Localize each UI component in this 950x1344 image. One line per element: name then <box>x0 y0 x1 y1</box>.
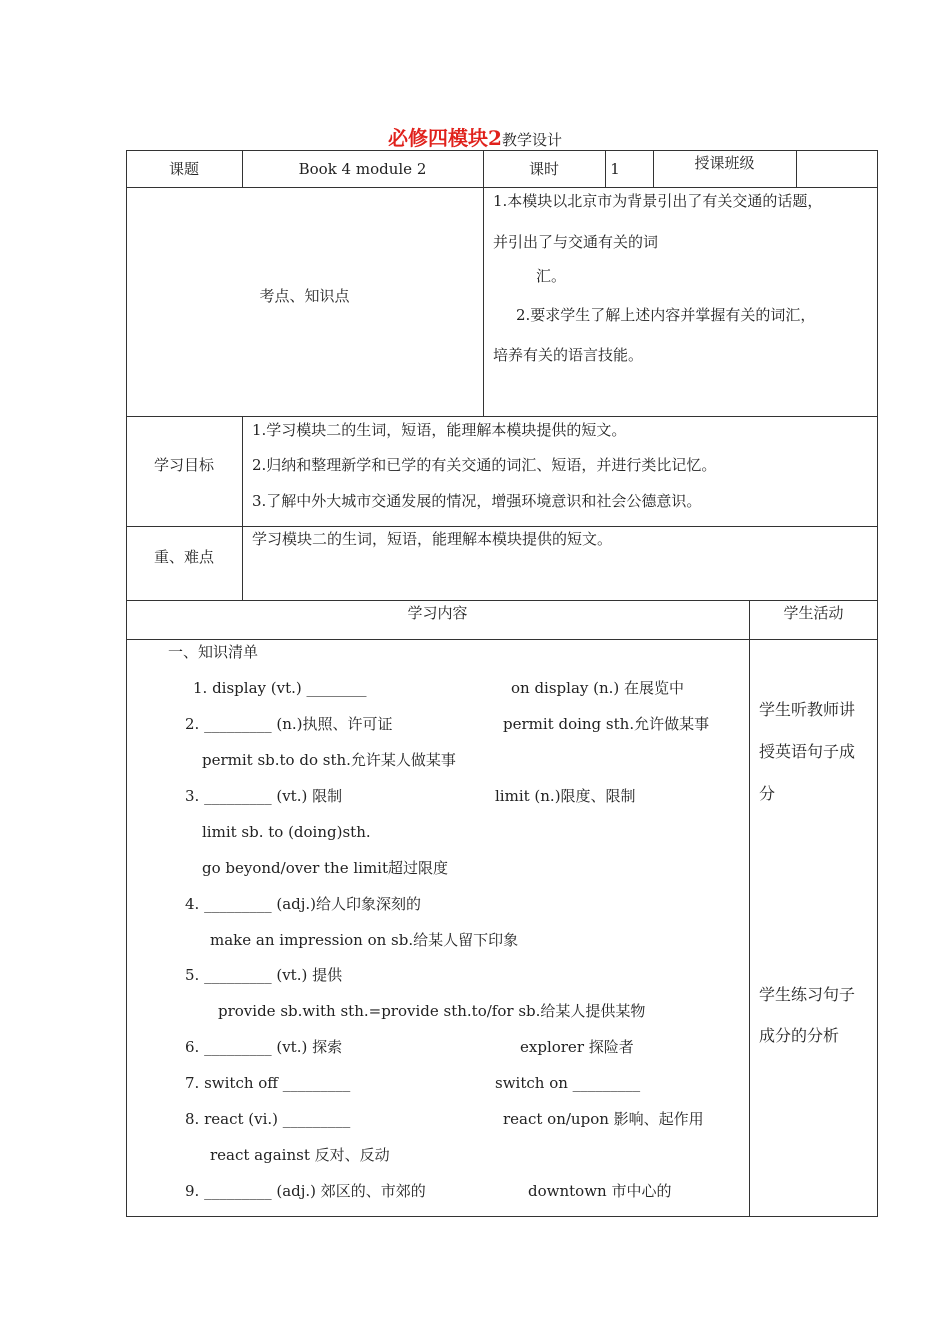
row-divider <box>126 526 878 527</box>
knowledge-line-right: explorer 探险者 <box>520 1038 634 1056</box>
period-value: 1 <box>610 160 620 178</box>
knowledge-line: 7. switch off _________ <box>185 1074 351 1092</box>
knowledge-line: provide sb.with sth.=provide sth.to/for sb.给某人提供某物 <box>218 1002 646 1020</box>
goals-label: 学习目标 <box>153 456 214 474</box>
knowledge-line: 3. _________ (vt.) 限制 <box>185 787 343 805</box>
row-divider <box>126 639 878 640</box>
knowledge-line: go beyond/over the limit超过限度 <box>202 859 448 877</box>
knowledge-line: permit sb.to do sth.允许某人做某事 <box>202 751 456 769</box>
knowledge-line: 9. _________ (adj.) 郊区的、市郊的 <box>185 1182 426 1200</box>
knowledge-line: 6. _________ (vt.) 探索 <box>185 1038 343 1056</box>
class-label: 授课班级 <box>694 154 755 172</box>
row-divider <box>126 187 878 188</box>
row-divider <box>126 416 878 417</box>
points-line: 1.本模块以北京市为背景引出了有关交通的话题， <box>493 192 823 210</box>
col-divider <box>796 150 797 187</box>
goal-item: 2.归纳和整理新学和已学的有关交通的词汇、短语，并进行类比记忆。 <box>252 456 717 474</box>
knowledge-line-right: switch on _________ <box>495 1074 641 1092</box>
knowledge-line-right: limit (n.)限度、限制 <box>495 787 636 805</box>
knowledge-line-right: permit doing sth.允许做某事 <box>503 715 710 733</box>
knowledge-line: 5. _________ (vt.) 提供 <box>185 966 343 984</box>
title-suffix: 教学设计 <box>501 131 562 149</box>
col-divider <box>749 600 750 1217</box>
col-divider <box>242 416 243 600</box>
activity-line: 分 <box>759 784 776 803</box>
knowledge-line-right: on display (n.) 在展览中 <box>511 679 685 697</box>
topic-label: 课题 <box>168 160 199 178</box>
activity-line: 授英语句子成 <box>759 742 856 761</box>
activity-line: 学生练习句子 <box>759 985 856 1004</box>
topic-value: Book 4 module 2 <box>298 160 427 178</box>
knowledge-line: 4. _________ (adj.)给人印象深刻的 <box>185 895 422 913</box>
row-divider <box>126 600 878 601</box>
knowledge-line: 2. _________ (n.)执照、许可证 <box>185 715 393 733</box>
activity-header: 学生活动 <box>783 604 844 622</box>
points-line: 培养有关的语言技能。 <box>493 346 644 364</box>
points-line: 并引出了与交通有关的词 <box>493 233 659 251</box>
period-label: 课时 <box>528 160 559 178</box>
points-line: 汇。 <box>536 267 567 285</box>
knowledge-line: 1. display (vt.) ________ <box>193 679 367 697</box>
key-text: 学习模块二的生词，短语，能理解本模块提供的短文。 <box>252 530 613 548</box>
key-label: 重、难点 <box>153 548 214 566</box>
knowledge-line: react against 反对、反动 <box>210 1146 390 1164</box>
knowledge-line: 8. react (vi.) _________ <box>185 1110 351 1128</box>
activity-line: 学生听教师讲 <box>759 700 856 719</box>
knowledge-line-right: react on/upon 影响、起作用 <box>503 1110 704 1128</box>
knowledge-line-right: downtown 市中心的 <box>528 1182 672 1200</box>
goal-item: 3.了解中外大城市交通发展的情况，增强环境意识和社会公德意识。 <box>252 492 702 510</box>
activity-line: 成分的分析 <box>759 1026 840 1045</box>
document-title <box>0 122 950 151</box>
knowledge-line: limit sb. to (doing)sth. <box>202 823 371 841</box>
knowledge-line: make an impression on sb.给某人留下印象 <box>210 931 519 949</box>
title-main: 必修四模块2 <box>388 126 502 150</box>
content-header: 学习内容 <box>407 604 468 622</box>
points-line: 2.要求学生了解上述内容并掌握有关的词汇， <box>516 306 816 324</box>
col-divider <box>483 150 484 416</box>
knowledge-heading: 一、知识清单 <box>168 643 259 661</box>
points-label: 考点、知识点 <box>259 287 350 305</box>
goal-item: 1.学习模块二的生词，短语，能理解本模块提供的短文。 <box>252 421 627 439</box>
